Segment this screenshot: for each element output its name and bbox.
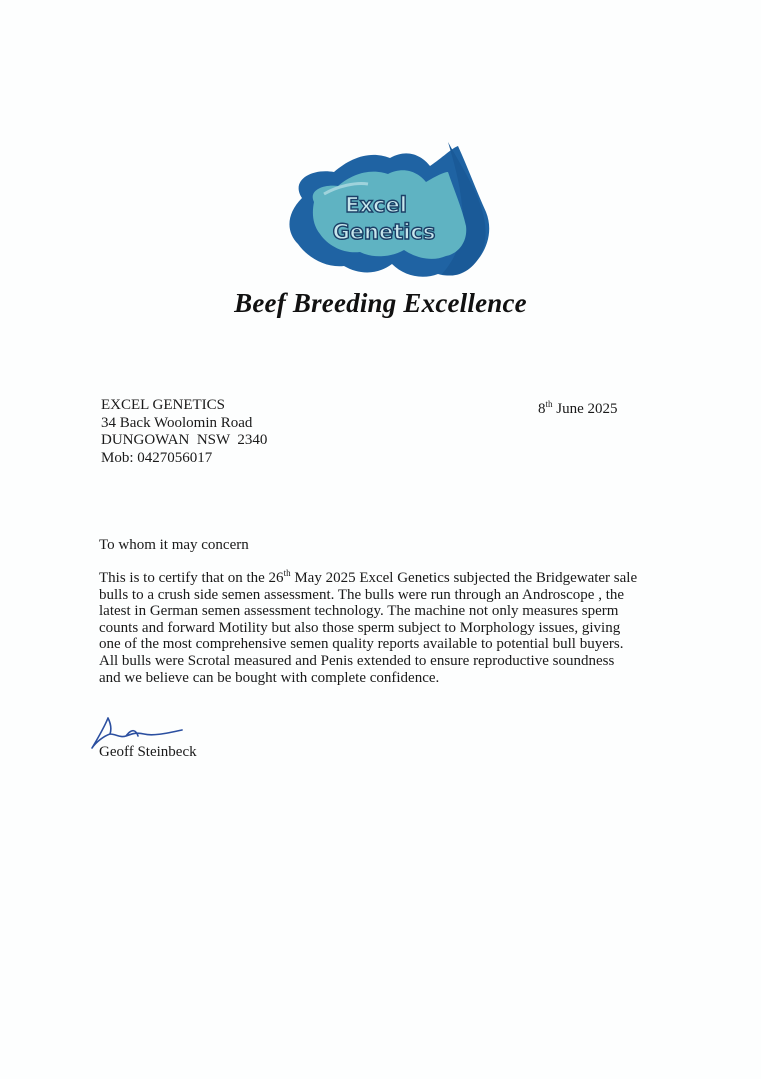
body-line1-post: May 2025 Excel Genetics subjected the Bridgewater sale [290, 570, 638, 586]
date-rest: June 2025 [552, 401, 618, 417]
sender-address [101, 397, 267, 467]
tagline: Beef Breeding Excellence [234, 288, 527, 318]
body-line: latest in German semen assessment technology. The machine not only measures sperm [99, 603, 619, 620]
excel-genetics-logo [272, 128, 494, 296]
body-line1-sup: th [283, 568, 291, 578]
body-line: one of the most comprehensive semen quality reports available to potential bull buyers. [99, 636, 624, 653]
sender-mobile: Mob: 0427056017 [101, 449, 213, 466]
logo-text-genetics: Genetics [332, 220, 436, 244]
date-day: 8 [538, 401, 546, 417]
body-line: and we believe can be bought with complete confidence. [99, 669, 440, 686]
signer-name: Geoff Steinbeck [99, 744, 197, 760]
sender-street: 34 Back Woolomin Road [101, 414, 253, 431]
sender-company: EXCEL GENETICS [101, 397, 226, 413]
logo-text-excel: Excel [345, 193, 407, 217]
letter-body [99, 570, 639, 686]
date-suffix: th [545, 399, 553, 409]
salutation: To whom it may concern [99, 537, 249, 553]
body-line: All bulls were Scrotal measured and Penis extended to ensure reproductive soundness [99, 652, 615, 669]
body-line [99, 570, 639, 587]
body-line: counts and forward Motility but also those sperm subject to Morphology issues, giving [99, 619, 621, 636]
body-line: bulls to a crush side semen assessment. The bulls were run through an Androscope , the [99, 586, 625, 603]
sender-town: DUNGOWAN NSW 2340 [101, 432, 268, 448]
letter-date [538, 401, 618, 418]
body-line1-pre: This is to certify that on the 26 [99, 570, 284, 586]
